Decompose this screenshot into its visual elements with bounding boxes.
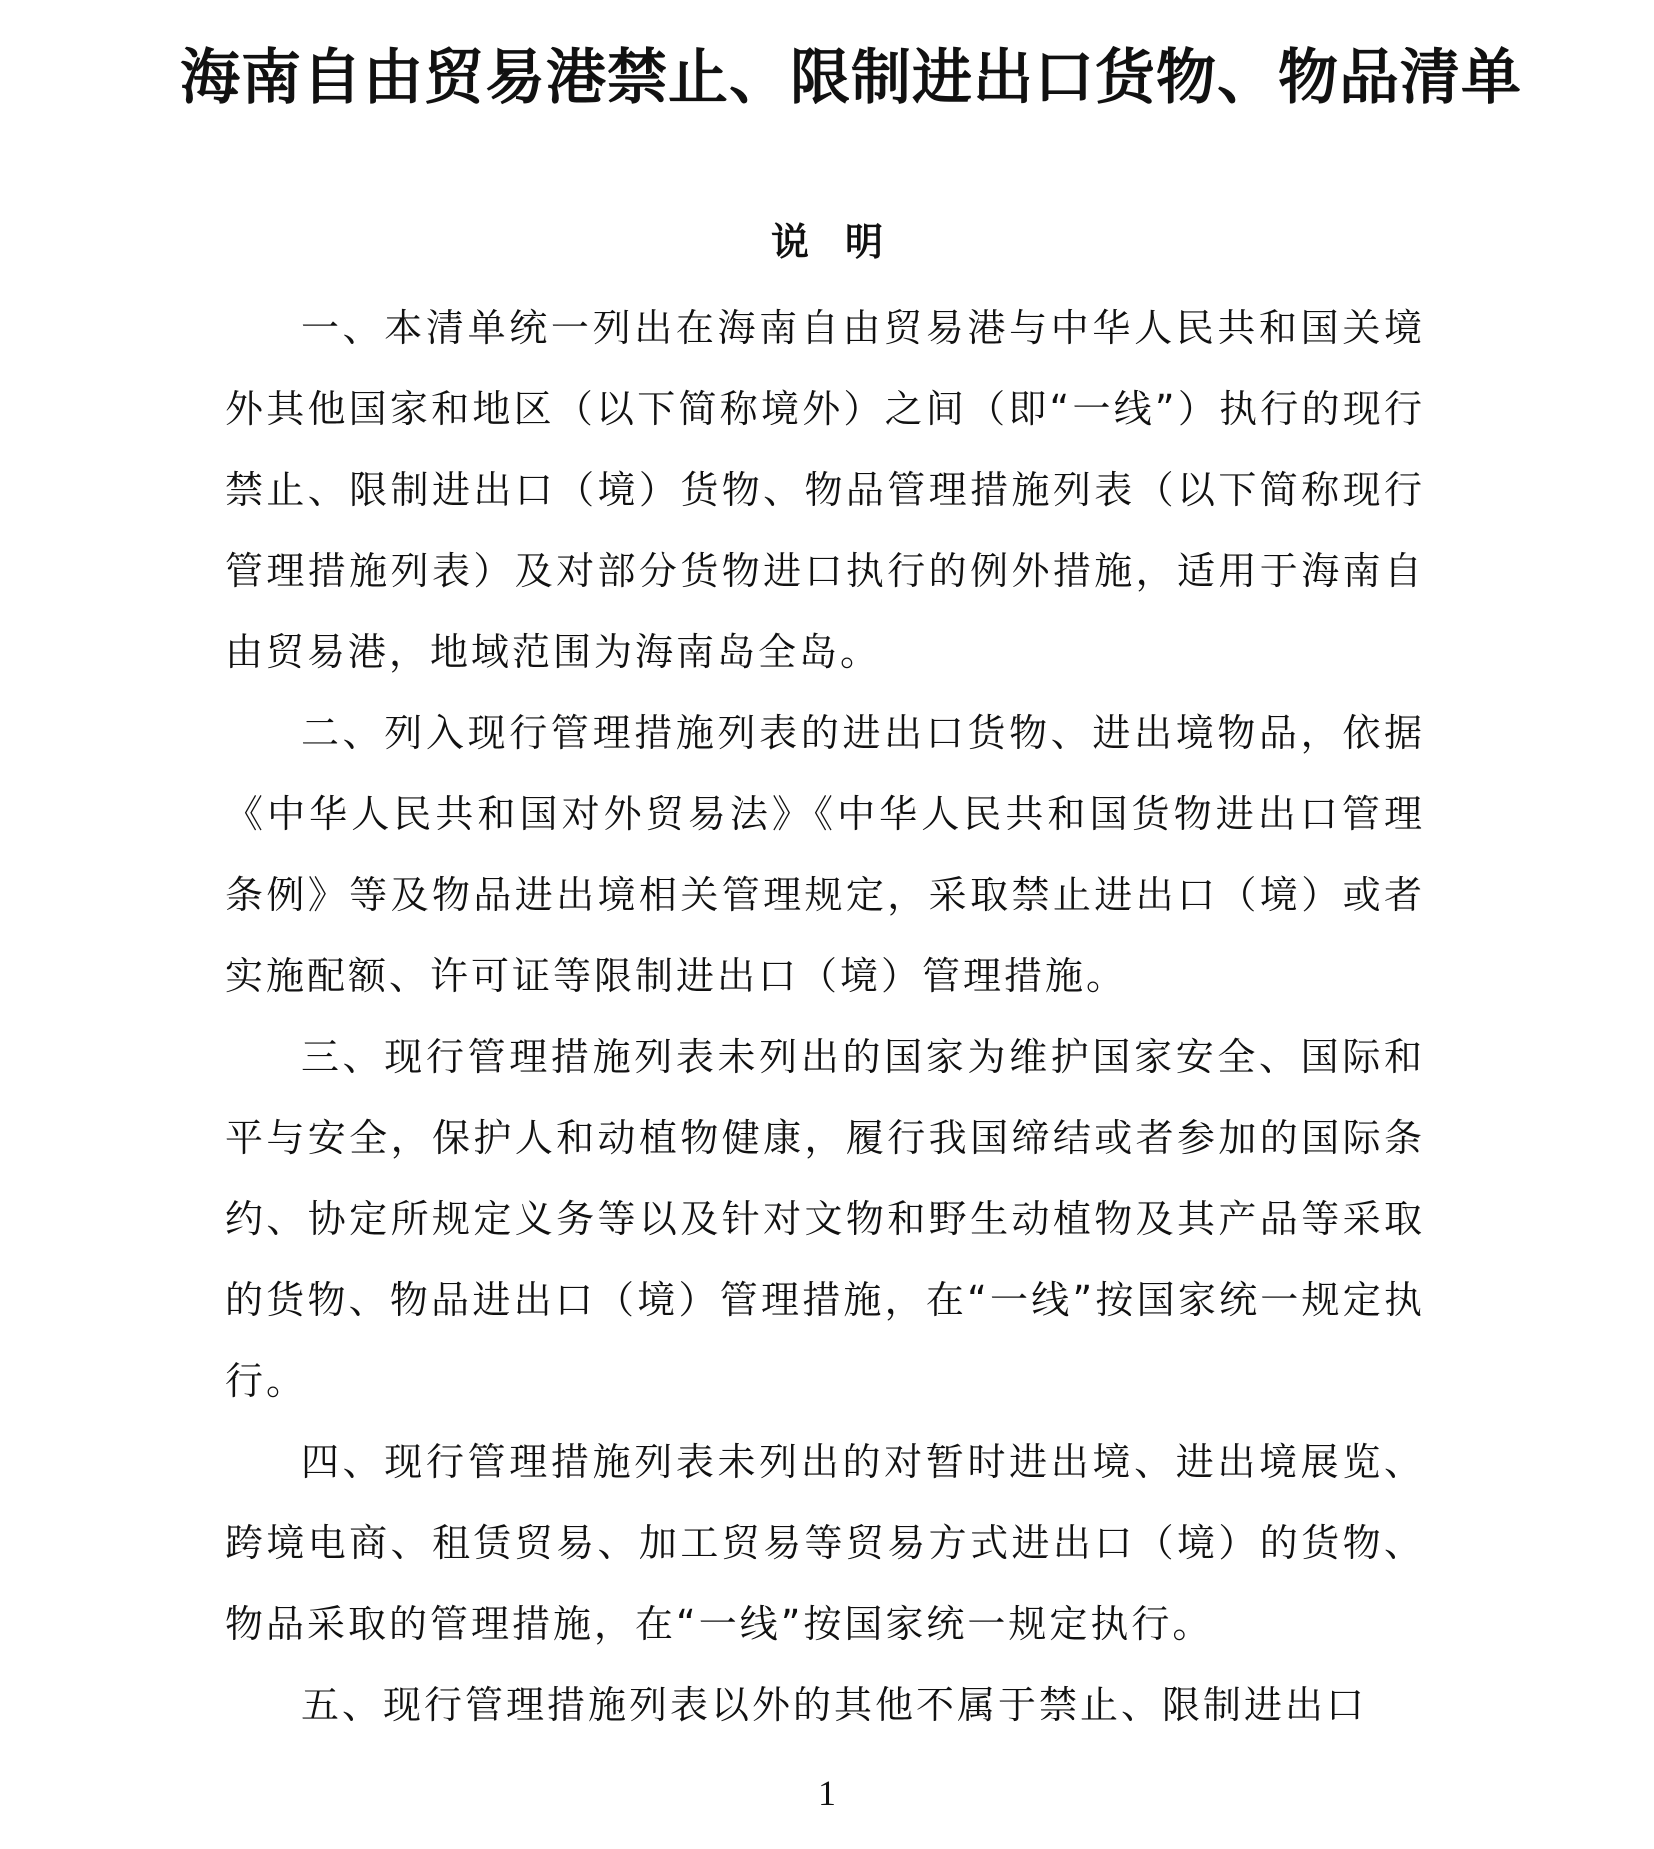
section-heading: 说明: [770, 220, 919, 264]
page-number: 1: [818, 1773, 836, 1813]
document-title: 海南自由贸易港禁止、限制进出口货物、物品清单: [180, 43, 1522, 113]
paragraph-2: 二、列入现行管理措施列表的进出口货物、进出境物品，依据《中华人民共和国对外贸易法》《中华人民共和国货物进出口管理条例》等及物品进出境相关管理规定，采取禁止进出口（境）或者实施配额、许可证等限制进出口（境）管理措施。: [225, 711, 1425, 998]
body-text: [225, 288, 1425, 1746]
paragraph-3: 三、现行管理措施列表未列出的国家为维护国家安全、国际和平与安全，保护人和动植物健康，履行我国缔结或者参加的国际条约、协定所规定义务等以及针对文物和野生动植物及其产品等采取的货物、物品进出口（境）管理措施，在“一线”按国家统一规定执行。: [225, 1035, 1425, 1403]
paragraph-1: 一、本清单统一列出在海南自由贸易港与中华人民共和国关境外其他国家和地区（以下简称境外）之间（即“一线”）执行的现行禁止、限制进出口（境）货物、物品管理措施列表（以下简称现行管理措施列表）及对部分货物进口执行的例外措施，适用于海南自由贸易港，地域范围为海南岛全岛。: [225, 306, 1425, 674]
paragraph-5: 五、现行管理措施列表以外的其他不属于禁止、限制进出口: [301, 1683, 1368, 1727]
paragraph-4: 四、现行管理措施列表未列出的对暂时进出境、进出境展览、跨境电商、租赁贸易、加工贸易等贸易方式进出口（境）的货物、物品采取的管理措施，在“一线”按国家统一规定执行。: [225, 1440, 1425, 1646]
